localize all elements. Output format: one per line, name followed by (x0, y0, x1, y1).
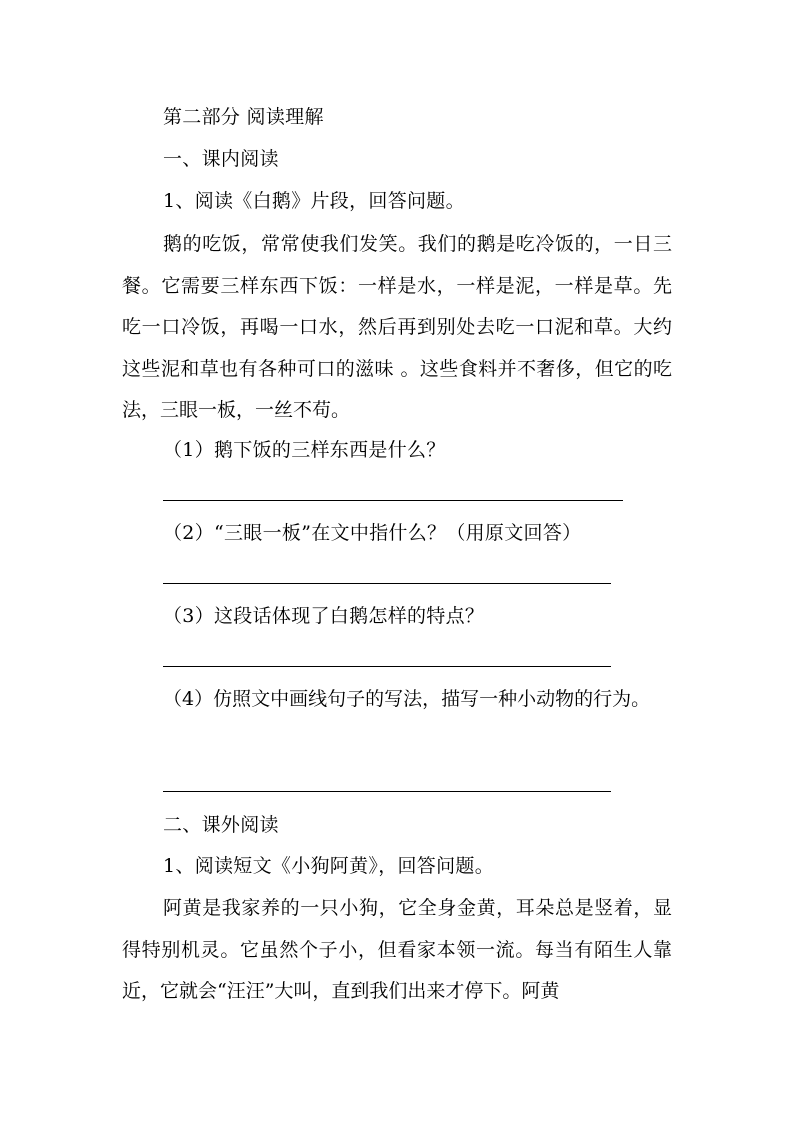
question-2: （2）“三眼一板”在文中指什么？（用原文回答） (163, 522, 582, 544)
part-title: 第二部分 阅读理解 (163, 106, 324, 128)
section1-task: 1、阅读《白鹅》片段，回答问题。 (163, 190, 465, 212)
section1-passage: 鹅的吃饭，常常使我们发笑。我们的鹅是吃冷饭的，一日三餐。它需要三样东西下饭：一样是水，一样是泥，一样是草。先吃一口冷饭，再喝一口水，然后再到别处去吃一口泥和草。大约这些泥和草也有各种可口的滋味 。这些食料并不奢侈，但它的吃法，三眼一板，一丝不苟。 (122, 233, 672, 421)
question-1: （1）鹅下饭的三样东西是什么？ (163, 439, 446, 461)
answer-line-3[interactable] (163, 666, 611, 667)
answer-line-1[interactable] (163, 500, 623, 501)
section2-task: 1、阅读短文《小狗阿黄》，回答问题。 (163, 855, 494, 877)
answer-line-4[interactable] (163, 791, 611, 792)
section2-heading: 二、课外阅读 (163, 814, 279, 836)
question-4: （4）仿照文中画线句子的写法，描写一种小动物的行为。 (163, 688, 651, 710)
answer-line-2[interactable] (163, 583, 611, 584)
section1-heading: 一、课内阅读 (163, 148, 279, 170)
section2-passage: 阿黄是我家养的一只小狗，它全身金黄，耳朵总是竖着，显得特别机灵。它虽然个子小，但看家本领一流。每当有陌生人靠近，它就会“汪汪”大叫，直到我们出来才停下。阿黄 (122, 897, 672, 1002)
question-3: （3）这段话体现了白鹅怎样的特点？ (163, 605, 485, 627)
